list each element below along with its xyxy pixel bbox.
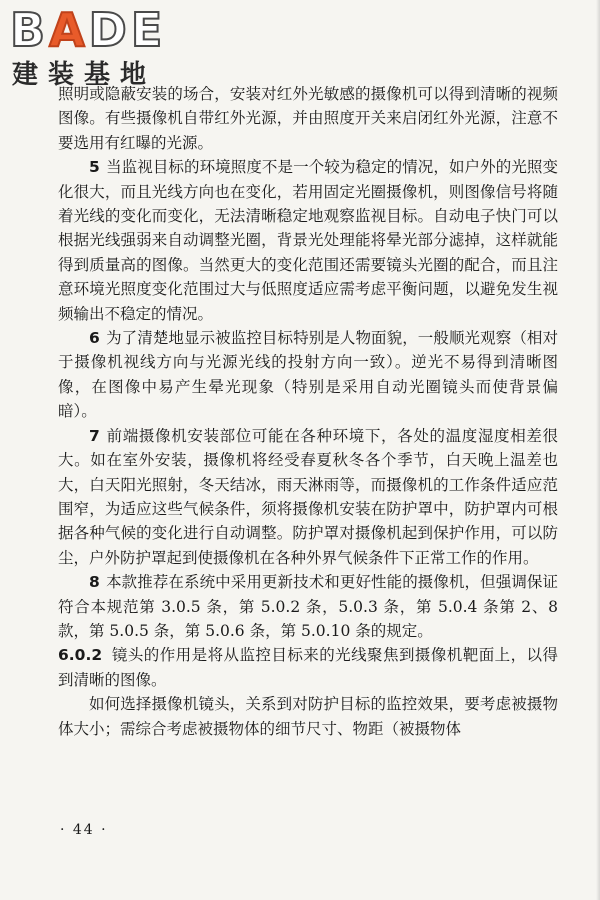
watermark-subtitle: 建装基地 [12,60,157,90]
watermark-brand: BADE [10,3,167,57]
item-number: 7 [89,426,100,445]
paragraph-text: 本款推荐在系统中采用更新技术和更好性能的摄像机，但强调保证符合本规范第 3.0.5 条，第 5.0.2 条，5.0.3 条，第 5.0.4 条第 2、8 款，第 5.0.5 条，第 5.0.6 条，第 5.0.10 条的规定。 [58,573,558,640]
item-number: 6 [89,329,100,348]
item-number: 5 [89,158,100,177]
item-number: 8 [89,573,100,592]
paragraph-item-6 [58,326,558,424]
paragraph-text: 当监视目标的环境照度不是一个较为稳定的情况，如户外的光照变化很大，而且光线方向也在变化，若用固定光圈摄像机，则图像信号将随着光线的变化而变化，无法清晰稳定地观察监视目标。自动电子快门可以根据光线强弱来自动调整光圈，背景光处理能将晕光部分滤掉，这样就能得到质量高的图像。当然更大的变化范围还需要镜头光圈的配合，而且注意环境光照度变化范围过大与低照度适应需考虑平衡问题，以避免发生视频输出不稳定的情况。 [58,158,558,323]
section-number: 6.0.2 [58,646,103,665]
section-6-0-2 [58,643,558,692]
page-edge-shadow [596,0,600,900]
closing-paragraph [58,692,558,741]
paragraph-text: 前端摄像机安装部位可能在各种环境下，各处的温度湿度相差很大。如在室外安装，摄像机将经受春夏秋冬各个季节，白天晚上温差也大，白天阳光照射，冬天结冰，雨天淋雨等，而摄像机的工作条件适应范围窄，为适应这些气候条件，须将摄像机安装在防护罩中，防护罩内可根据各种气候的变化进行自动调整。防护罩对摄像机起到保护作用，可以防尘，户外防护罩起到使摄像机在各种外界气候条件下正常工作的作用。 [58,426,558,567]
page-number: · 44 · [60,822,108,838]
paragraph-item-5 [58,155,558,326]
paragraph-text: 为了清楚地显示被监控目标特别是人物面貌，一般顺光观察（相对于摄像机视线方向与光源光线的投射方向一致）。逆光不易得到清晰图像，在图像中易产生晕光现象（特别是采用自动光圈镜头而使背景偏暗）。 [58,329,558,421]
body-text [58,82,558,741]
paragraph-continued [58,82,558,155]
paragraph-text: 如何选择摄像机镜头，关系到对防护目标的监控效果，要考虑被摄物体大小；需综合考虑被摄物体的细节尺寸、物距（被摄物体 [58,695,558,738]
paragraph-item-8 [58,570,558,643]
section-text: 镜头的作用是将从监控目标来的光线聚焦到摄像机靶面上，以得到清晰的图像。 [58,646,558,689]
paragraph-text: 照明或隐蔽安装的场合，安装对红外光敏感的摄像机可以得到清晰的视频图像。有些摄像机自带红外光源，并由照度开关来启闭红外光源，注意不要选用有红曝的光源。 [58,85,558,152]
paragraph-item-7 [58,424,558,570]
